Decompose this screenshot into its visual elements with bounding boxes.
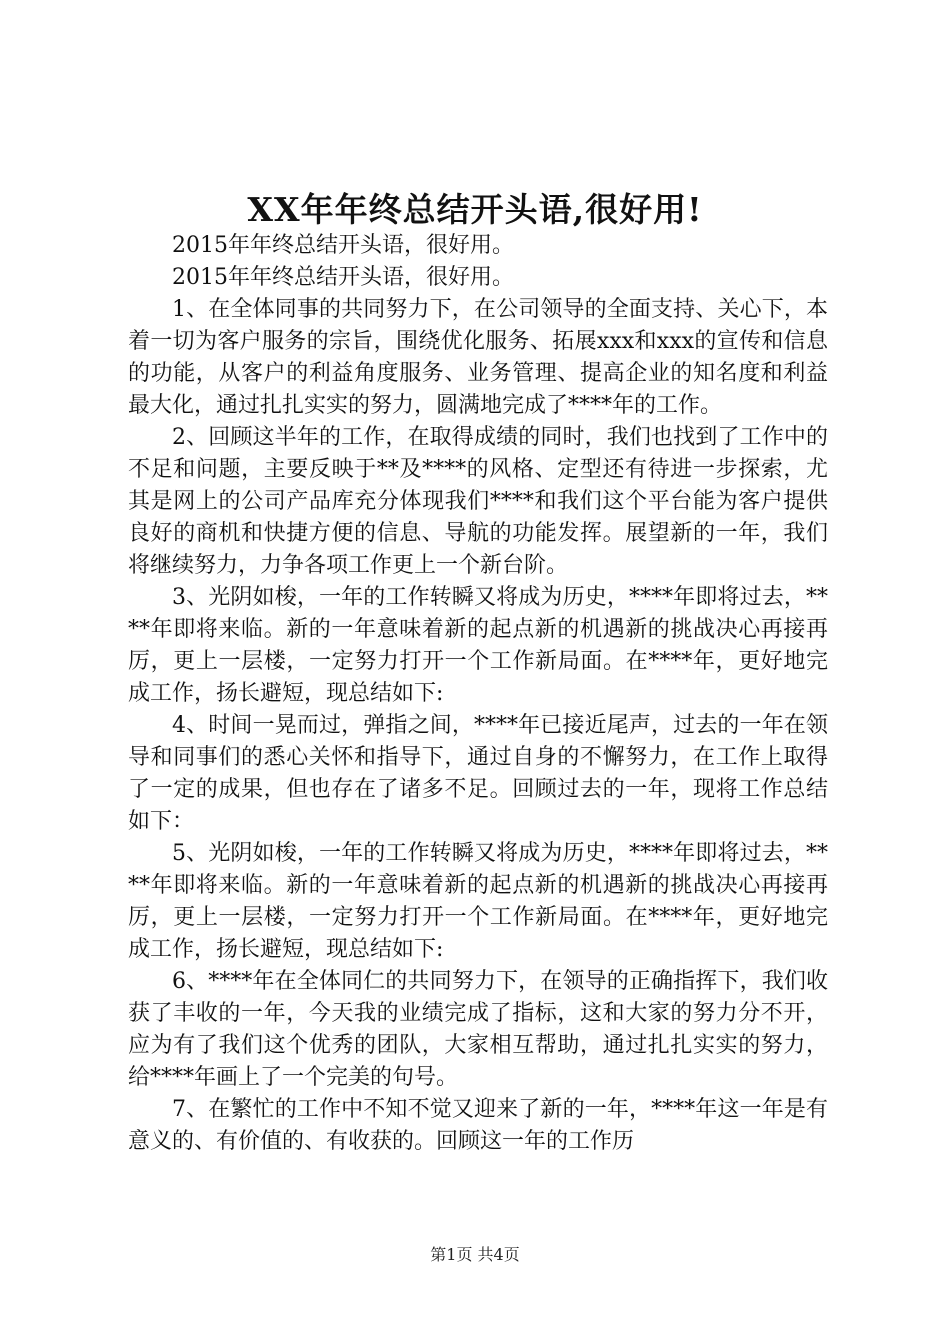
paragraph: 2015年年终总结开头语，很好用。 bbox=[172, 265, 514, 290]
document-title: XX年年终总结开头语,很好用! bbox=[247, 190, 703, 229]
paragraph: 2015年年终总结开头语，很好用。 bbox=[172, 233, 514, 258]
paragraph: 5、光阴如梭，一年的工作转瞬又将成为历史，****年即将过去，****年即将来临。新的一年意味着新的起点新的机遇新的挑战决心再接再厉，更上一层楼，一定努力打开一个工作新局面。在****年，更好地完成工作，扬长避短，现总结如下: bbox=[128, 841, 828, 962]
document-body bbox=[128, 230, 828, 1158]
page-number-footer: 第1页 共4页 bbox=[430, 1245, 520, 1264]
paragraph: 7、在繁忙的工作中不知不觉又迎来了新的一年，****年这一年是有意义的、有价值的、有收获的。回顾这一年的工作历 bbox=[128, 1097, 828, 1154]
paragraph: 2、回顾这半年的工作，在取得成绩的同时，我们也找到了工作中的不足和问题，主要反映于**及****的风格、定型还有待进一步探索，尤其是网上的公司产品库充分体现我们****和我们这个平台能为客户提供良好的商机和快捷方便的信息、导航的功能发挥。展望新的一年，我们将继续努力，力争各项工作更上一个新台阶。 bbox=[128, 425, 828, 578]
paragraph: 1、在全体同事的共同努力下，在公司领导的全面支持、关心下，本着一切为客户服务的宗旨，围绕优化服务、拓展xxx和xxx的宣传和信息的功能，从客户的利益角度服务、业务管理、提高企业的知名度和利益最大化，通过扎扎实实的努力，圆满地完成了****年的工作。 bbox=[128, 297, 828, 418]
paragraph: 3、光阴如梭，一年的工作转瞬又将成为历史，****年即将过去，****年即将来临。新的一年意味着新的起点新的机遇新的挑战决心再接再厉，更上一层楼，一定努力打开一个工作新局面。在****年，更好地完成工作，扬长避短，现总结如下: bbox=[128, 585, 828, 706]
paragraph: 6、****年在全体同仁的共同努力下，在领导的正确指挥下，我们收获了丰收的一年，今天我的业绩完成了指标，这和大家的努力分不开，应为有了我们这个优秀的团队，大家相互帮助，通过扎扎实实的努力，给****年画上了一个完美的句号。 bbox=[128, 969, 828, 1090]
paragraph: 4、时间一晃而过，弹指之间，****年已接近尾声，过去的一年在领导和同事们的悉心关怀和指导下，通过自身的不懈努力，在工作上取得了一定的成果，但也存在了诸多不足。回顾过去的一年，现将工作总结如下： bbox=[128, 713, 828, 834]
